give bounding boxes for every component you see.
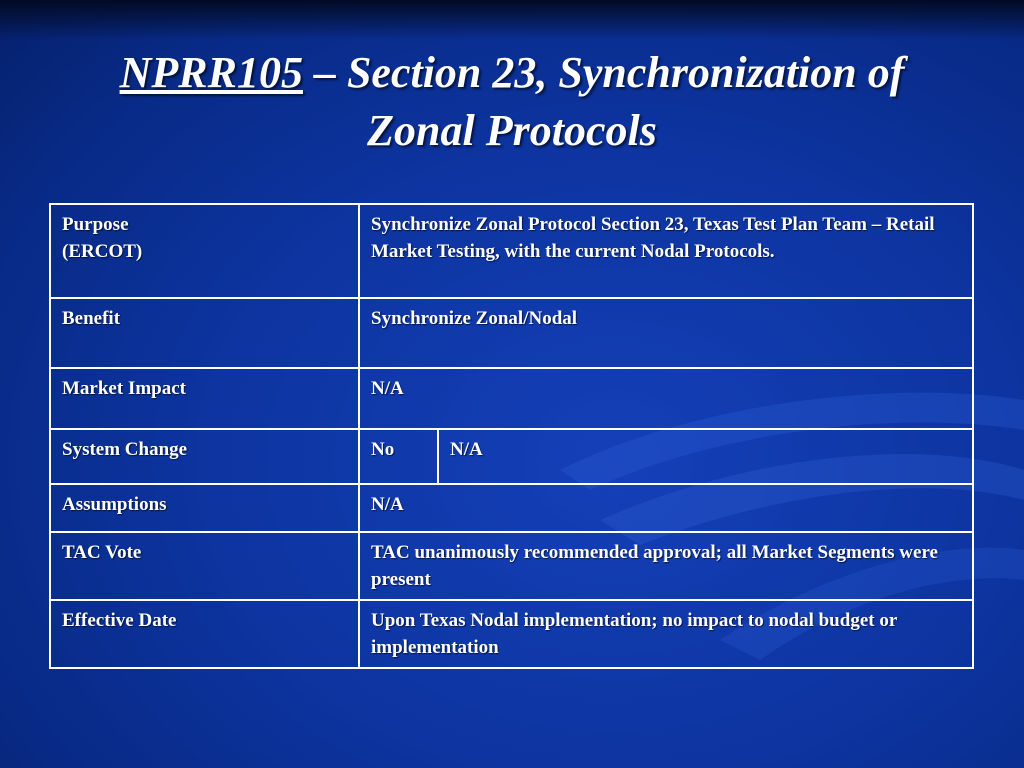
system-change-value: N/A	[438, 429, 973, 484]
purpose-label-cell	[50, 204, 359, 298]
tac-vote-label: TAC Vote	[50, 532, 359, 600]
slide-title	[0, 44, 1024, 160]
assumptions-value: N/A	[359, 484, 973, 532]
table-row-benefit	[50, 298, 973, 368]
benefit-label: Benefit	[50, 298, 359, 368]
title-rest: – Section 23, Synchronization of	[302, 48, 905, 97]
effective-date-value: Upon Texas Nodal implementation; no impact to nodal budget or implementation	[359, 600, 973, 668]
tac-vote-value: TAC unanimously recommended approval; all Market Segments were present	[359, 532, 973, 600]
nprr-summary-table	[49, 203, 974, 669]
table-row-assumptions	[50, 484, 973, 532]
purpose-sublabel: (ERCOT)	[62, 241, 143, 262]
assumptions-label: Assumptions	[50, 484, 359, 532]
table-row-market-impact	[50, 368, 973, 429]
table-row-system-change	[50, 429, 973, 484]
system-change-answer: No	[359, 429, 438, 484]
table-row-tac-vote	[50, 532, 973, 600]
market-impact-value: N/A	[359, 368, 973, 429]
title-code: NPRR105	[119, 48, 303, 97]
title-line-2: Zonal Protocols	[367, 106, 657, 155]
table-row-effective-date	[50, 600, 973, 668]
purpose-value: Synchronize Zonal Protocol Section 23, Texas Test Plan Team – Retail Market Testing, with the current Nodal Protocols.	[359, 204, 973, 298]
title-line-1	[0, 44, 1024, 102]
system-change-label: System Change	[50, 429, 359, 484]
market-impact-label: Market Impact	[50, 368, 359, 429]
purpose-label: Purpose	[62, 214, 129, 235]
table-row-purpose	[50, 204, 973, 298]
top-shade	[0, 0, 1024, 40]
benefit-value: Synchronize Zonal/Nodal	[359, 298, 973, 368]
effective-date-label: Effective Date	[50, 600, 359, 668]
